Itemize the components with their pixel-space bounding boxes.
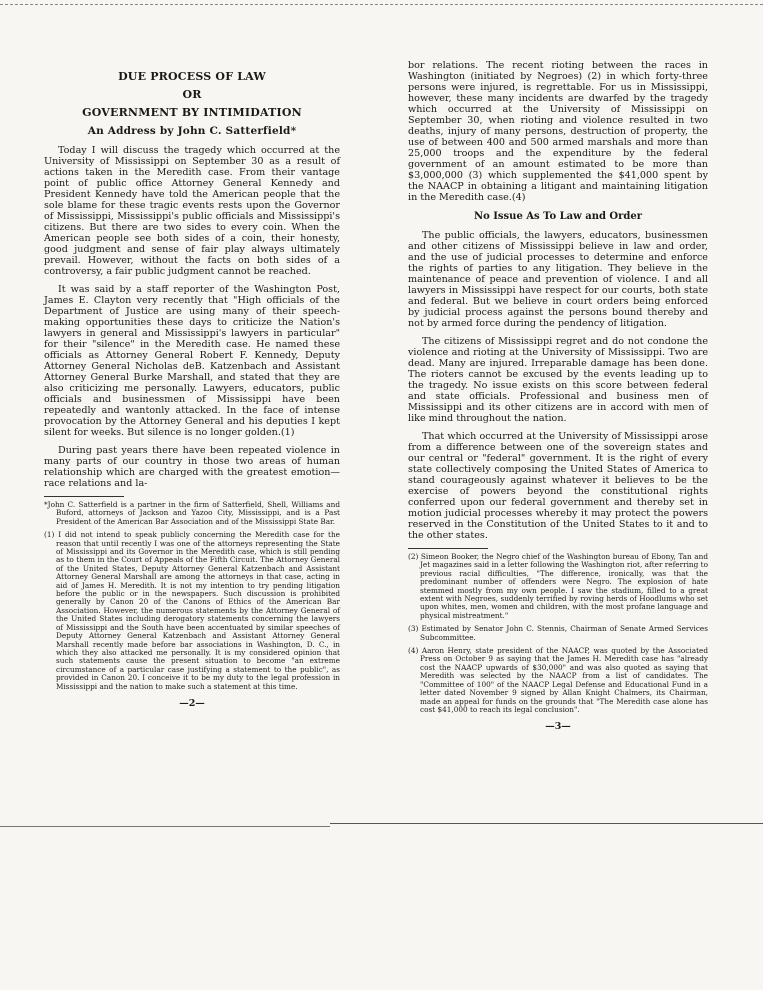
left-paragraph-1: Today I will discuss the tragedy which occurred at the University of Mississippi on September 30 as a result of actions taken in the Meredith case. From their vantage point of public office Attorney General Kennedy and President Kennedy have told the American people that the sole blame for these tragic events rests upon the Governor of Mississippi, Mississippi's public officials and Mississippi's citizens. But there are two sides to every coin. When the American people see both sides of a coin, their honesty, good judgment and sense of fair play always ultimately prevail. However, without the facts on both sides of a controversy, a fair public judgment cannot be reached.: [44, 145, 340, 277]
right-paragraph-3: The citizens of Mississippi regret and do not condone the violence and rioting at the University of Mississippi. Two are dead. Many are injured. Irreparable damage has been done. The rioters cannot be excused by the events leading up to the tragedy. No issue exists on this score between federal and state officials. Professional and business men of Mississippi and its other citizens are in accord with men of like mind throughout the nation.: [408, 336, 708, 424]
right-page-column: [408, 60, 708, 732]
scan-rule-left: [0, 826, 330, 827]
right-paragraph-2: The public officials, the lawyers, educators, businessmen and other citizens of Mississippi believe in law and order, and the use of judicial processes to determine and enforce the rights of parties to any litigation. They believe in the maintenance of peace and prevention of violence. I and all lawyers in Mississippi have respect for our courts, both state and federal. But we believe in court orders being enforced by judicial process against the persons bound thereby and not by armed force during the pendency of litigation.: [408, 230, 708, 329]
footnote-divider: [44, 496, 124, 497]
footnote-3: (3) Estimated by Senator John C. Stennis, Chairman of Senate Armed Services Subcommittee.: [408, 624, 708, 642]
right-paragraph-4: That which occurred at the University of Mississippi arose from a difference between one of the sovereign states and our central or "federal" government. It is the right of every state collectively composing the United States of America to stand courageously against whatever it believes to be the exercise of powers beyond the constitutional rights conferred upon our federal government and thereby set in motion judicial processes whereby it may protect the powers reserved in the Constitution of the United States to it and to the other states.: [408, 431, 708, 541]
footnote-author: *John C. Satterfield is a partner in the firm of Satterfield, Shell, Williams and Buford, attorneys of Jackson and Yazoo City, Mississippi, and is a Past President of the American Bar Association and of the Mississippi State Bar.: [44, 500, 340, 526]
left-page-column: [44, 60, 340, 709]
footnote-4: (4) Aaron Henry, state president of the NAACP, was quoted by the Associated Press on October 9 as saying that the James H. Meredith case has "already cost the NAACP upwards of $30,000" and was also quoted as saying that Meredith was selected by the NAACP from a list of candidates. The "Committee of 100" of the NAACP Legal Defense and Educational Fund in a letter dated November 9 signed by Allan Knight Chalmers, its Chairman, made an appeal for funds on the grounds that "The Meredith case alone has cost $41,000 to reach its legal conclusion".: [408, 646, 708, 714]
left-paragraph-2: It was said by a staff reporter of the Washington Post, James E. Clayton very recently that "High officials of the Department of Justice are using many of their speech-making opportunities these days to criticize the Nation's lawyers in general and Mississippi's lawyers in particular" for their "silence" in the Meredith case. He named these officials as Attorney General Robert F. Kennedy, Deputy Attorney General Nicholas deB. Katzenbach and Assistant Attorney General Burke Marshall, and stated that they are also criticizing me personally. Lawyers, educators, public officials and businessmen of Mississippi have been repeatedly and wantonly attacked. In the face of intense provocation by the Attorney General and his deputies I kept silent for weeks. But silence is no longer golden.(1): [44, 284, 340, 438]
footnote-1: (1) I did not intend to speak publicly concerning the Meredith case for the reason that until recently I was one of the attorneys representing the State of Mississippi and its Governor in the Meredith case, which is still pending as to them in the Court of Appeals of the Fifth Circuit. The Attorney General of the United States, Deputy Attorney General Katzenbach and Assistant Attorney General Marshall are among the attorneys in that case, acting in aid of James H. Meredith. It is not my intention to try pending litigation before the public or in the newspapers. Such discussion is prohibited generally by Canon 20 of the Canons of Ethics of the American Bar Association. However, the numerous statements by the Attorney General of the United States including derogatory statements concerning the lawyers of Mississippi and the South have been accentuated by similar speeches of Deputy Attorney General Katzenbach and Assistant Attorney General Marshall recently made before bar associations in Washington, D. C., in which they also attacked me personally. It is my considered opinion that such statements cause the present situation to become "an extreme circumstance of a particular case justifying a statement to the public", as provided in Canon 20. I conceive it to be my duty to the legal profession in Mississippi and the nation to make such a statement at this time.: [44, 530, 340, 691]
footnote-2: (2) Simeon Booker, the Negro chief of the Washington bureau of Ebony, Tan and Jet magazines said in a letter following the Washington riot, after referring to previous racial difficulties, "The difference, ironically, was that the predominant number of offenders were Negro. The explosion of hate stemmed mostly from my own people. I saw the stadium, filled to a great extent with Negroes, suddenly terrified by roving herds of Hoodlums who set upon whites, men, women and children, with the most profane language and physical mistreatment.": [408, 552, 708, 620]
left-paragraph-3: During past years there have been repeated violence in many parts of our country in those two areas of human relationship which are charged with the greatest emotion—race relations and la-: [44, 445, 340, 489]
title-line-3: GOVERNMENT BY INTIMIDATION: [82, 106, 302, 119]
footnote-divider-right: [408, 548, 488, 549]
right-paragraph-1: bor relations. The recent rioting between the races in Washington (initiated by Negroes) (2) in which forty-three persons were injured, is regrettable. For us in Mississippi, however, these many incidents are dwarfed by the tragedy which occurred at the University of Mississippi on September 30, when rioting and violence resulted in two deaths, injury of many persons, destruction of property, the use of between 400 and 500 armed marshals and more than 25,000 troops and the expenditure by the federal government of an amount estimated to be more than $3,000,000 (3) which supplemented the $41,000 spent by the NAACP in obtaining a litigant and maintaining litigation in the Meredith case.(4): [408, 60, 708, 203]
title-line-2: OR: [182, 88, 202, 101]
title-line-1: DUE PROCESS OF LAW: [118, 70, 266, 83]
page-number-right: —3—: [545, 721, 571, 733]
page-number-left: —2—: [179, 697, 205, 709]
subheading: No Issue As To Law and Order: [473, 211, 643, 222]
byline: An Address by John C. Satterfield*: [87, 125, 297, 137]
scan-rule-right: [330, 823, 763, 824]
top-scan-edge-line: [0, 4, 763, 5]
